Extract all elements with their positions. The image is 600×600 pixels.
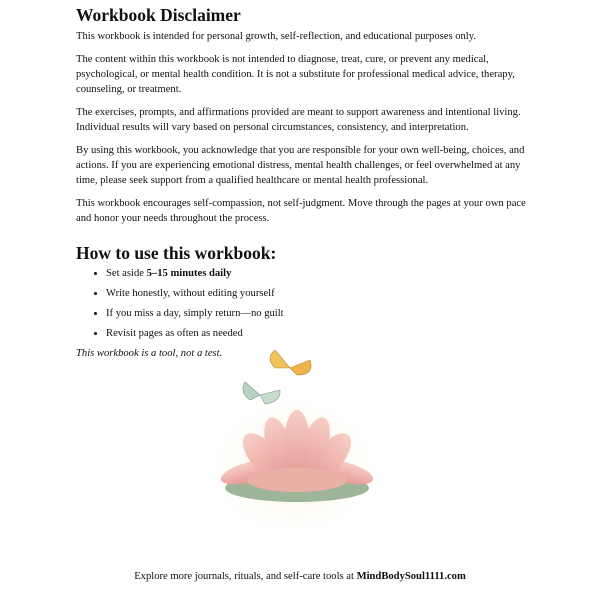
footer-text: Explore more journals, rituals, and self-care tools at — [134, 571, 357, 582]
paragraph-2: The content within this workbook is not intended to diagnose, treat, cure, or prevent any medical, psychological, or mental health condition. It is not a substitute for professional medical advice, therapy, counseling, or treatment. — [76, 54, 515, 95]
paragraph-4: By using this workbook, you acknowledge that you are responsible for your own well-being, choices, and actions. If you are experiencing emotional distress, mental health challenges, or feel overwhelmed at any time, please seek support from a qualified healthcare or mental health professional. — [76, 145, 525, 186]
disclaimer-document — [76, 4, 526, 369]
closing-note: This workbook is a tool, not a test. — [76, 348, 223, 359]
paragraph-5: This workbook encourages self-compassion, not self-judgment. Move through the pages at your own pace and honor your needs throughout the process. — [76, 198, 526, 224]
list-item-bold: 5–15 minutes daily — [146, 268, 232, 279]
howto-heading: How to use this workbook: — [76, 243, 277, 263]
list-item: • Revisit pages as often as needed — [106, 326, 526, 341]
howto-list — [76, 266, 526, 341]
footer — [0, 571, 600, 582]
list-item: • Write honestly, without editing yourself — [106, 286, 526, 301]
list-item: • If you miss a day, simply return—no guilt — [106, 306, 526, 321]
footer-website-link[interactable]: MindBodySoul1111.com — [356, 571, 466, 582]
lotus-illustration — [205, 340, 390, 540]
page-title: Workbook Disclaimer — [76, 5, 241, 25]
list-item — [106, 266, 526, 281]
paragraph-3: The exercises, prompts, and affirmations provided are meant to support awareness and intentional living. Individual results will vary based on personal circumstances, consistency, and interpretation. — [76, 107, 521, 133]
list-item-text: Set aside — [106, 268, 147, 279]
paragraph-1: This workbook is intended for personal growth, self-reflection, and educational purposes only. — [76, 31, 477, 42]
butterfly-yellow-icon — [270, 350, 311, 375]
